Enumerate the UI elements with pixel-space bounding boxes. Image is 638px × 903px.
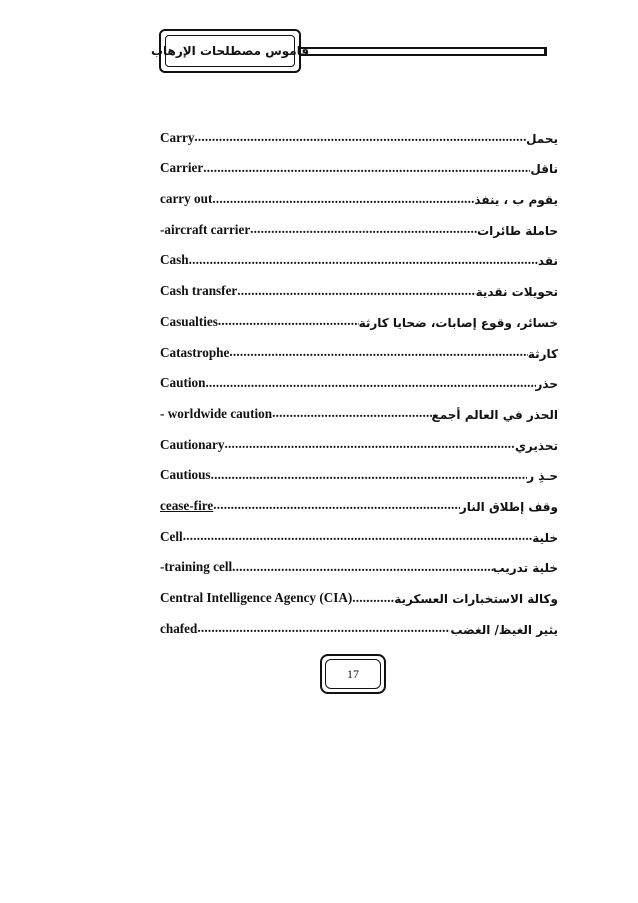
entry-term: -training cell [160,559,233,575]
page-title: قاموس مصطلحات الإرهاب [150,44,310,58]
entry-term: Cash [160,252,189,268]
entry-leader-dots [272,405,431,422]
glossary-entry [160,146,558,177]
entry-translation: ناقل [530,162,558,177]
glossary-entry [160,176,558,207]
glossary-entry [160,483,558,514]
entry-leader-dots [211,467,528,484]
entry-leader-dots [203,160,530,177]
glossary-entry [160,606,558,637]
entry-term: Casualties [160,313,218,329]
glossary-entry [160,514,558,545]
glossary-entry [160,422,558,453]
entry-translation: خلية [532,530,558,545]
entry-translation: يثير الغيظ/ الغضب [450,622,558,637]
entry-translation: خلية تدريب [492,561,558,576]
entry-term: Cash transfer [160,283,238,299]
entry-translation: يقوم ب ، ينفذ [474,193,558,208]
entry-term: Cautionary [160,436,225,452]
page-number-frame-inner [325,659,381,689]
glossary-entry [160,330,558,361]
glossary-entry [160,268,558,299]
glossary-entry [160,545,558,576]
entry-leader-dots [197,620,450,637]
page-header [0,0,638,90]
entry-leader-dots [224,436,514,453]
page-number-frame [320,654,386,694]
entry-term: carry out [160,191,213,207]
entry-translation: حذر [535,377,558,392]
entry-term: Cell [160,528,183,544]
entry-term: Caution [160,375,206,391]
entry-translation: نقد [537,254,558,269]
entry-leader-dots [213,497,460,514]
entry-translation: وقف إطلاق النار [459,499,558,514]
header-rule-top [300,47,546,49]
entry-leader-dots [352,590,394,607]
title-frame [150,29,310,73]
entry-term: - worldwide caution [160,405,273,421]
glossary-entry [160,115,558,146]
entry-term: Central Intelligence Agency (CIA) [160,590,353,605]
entry-leader-dots [189,252,538,269]
entry-leader-dots [212,191,474,208]
page-number: 17 [347,666,359,681]
entry-leader-dots [183,528,533,545]
entry-translation: وكالة الاستخبارات العسكرية [394,592,558,606]
entry-translation: حاملة طائرات [477,223,558,238]
glossary-entry [160,238,558,269]
header-rule-bottom [300,54,546,56]
entry-translation: كارثة [527,346,558,361]
entry-leader-dots [194,129,526,146]
glossary-entry [160,453,558,484]
entry-translation: الحذر في العالم أجمع [431,407,558,422]
entry-translation: خسائر، وقوع إصابات، ضحايا كارثة [358,315,558,330]
entry-term: Cautious [160,467,211,483]
entry-term: chafed [160,620,198,636]
glossary-entry [160,361,558,392]
entry-leader-dots [250,221,477,238]
title-frame-inner [150,35,310,67]
entry-translation: يحمل [526,131,558,146]
entry-term: -aircraft carrier [160,221,251,237]
entry-term: Carry [160,129,195,145]
entry-term: Catastrophe [160,344,230,360]
entry-term: Carrier [160,160,204,176]
entry-translation: حـذِ ر [527,469,558,484]
entry-leader-dots [205,375,535,392]
glossary-entry [160,575,558,606]
header-rule-end [544,47,547,56]
entry-leader-dots [229,344,527,361]
entry-translation: تحذيري [514,438,558,453]
entry-leader-dots [237,283,475,300]
entry-leader-dots [232,559,492,576]
glossary-entry [160,299,558,330]
entry-term: cease-fire [160,497,214,513]
glossary-entry [160,207,558,238]
entry-leader-dots [218,313,359,330]
glossary-entry [160,391,558,422]
entry-translation: تحويلات نقدية [475,285,558,300]
glossary-list [160,115,558,637]
